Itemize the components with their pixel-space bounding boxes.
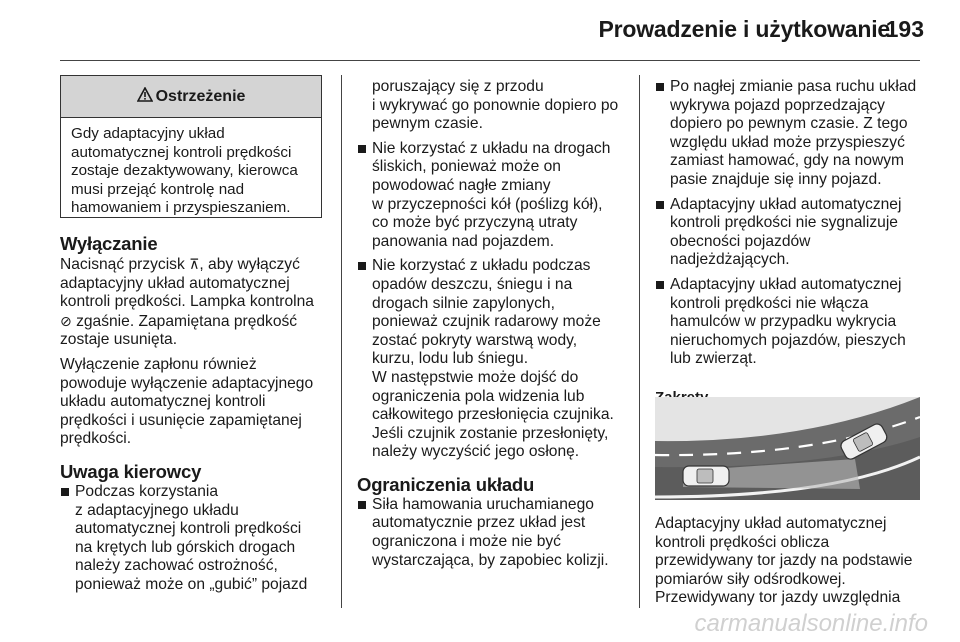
warning-box xyxy=(60,75,322,218)
curves-paragraph: Adaptacyjny układ automatycznej kontroli prędkości oblicza przewidywany tor jazdy na podstawie pomiarów siły odśrodkowej. Przewidywany tor jazdy uwzględnia xyxy=(655,515,913,607)
page-number: 193 xyxy=(885,16,924,42)
section-heading-off: Wyłączanie xyxy=(60,233,158,254)
list-item: Podczas korzystania z adaptacyjnego układu automatycznej kontroli prędkości na krętych lub górskich drogach należy zachować ostrożność, ponieważ może on „gubić” pojazd xyxy=(60,483,335,595)
list-item: Adaptacyjny układ automatycznej kontroli prędkości nie sygnalizuje obecności pojazdów nadjeżdżających. xyxy=(655,196,925,270)
car-icon xyxy=(683,466,729,486)
list-item: Nie korzystać z układu na drogach śliskich, ponieważ może on powodować nagłe zmiany w przyczepności kół (poślizg kół), co może być przyczyną utraty panowania nad pojazdem. xyxy=(357,140,635,252)
list-item: Adaptacyjny układ automatycznej kontroli prędkości nie włącza hamulców w przypadku wykrycia nieruchomych pojazdów, pieszych lub zwierząt. xyxy=(655,276,925,369)
column-divider-2 xyxy=(639,75,640,608)
list-item: Po nagłej zmianie pasa ruchu układ wykrywa pojazd poprzedzający dopiero po pewnym czasie. Z tego względu układ może przyspieszyć zamiast hamować, gdy na nowym pasie znajduje się inny pojazd. xyxy=(655,78,925,190)
warning-text: Gdy adaptacyjny układ automatycznej kontroli prędkości zostaje dezaktywowany, kierowca musi przejąć kontrolę nad hamowaniem i przyspieszaniem. xyxy=(71,125,298,217)
page-title: Prowadzenie i użytkowanie xyxy=(598,16,890,42)
warning-title: Ostrzeżenie xyxy=(155,87,246,105)
curves-paragraph-wrap xyxy=(655,515,930,608)
column-1 xyxy=(60,233,335,595)
col2-list xyxy=(357,140,635,462)
warning-header xyxy=(61,76,321,118)
cruise-button-icon: ⊼ xyxy=(189,256,200,272)
col3-list xyxy=(655,78,925,369)
section-heading-driver: Uwaga kierowcy xyxy=(60,460,202,482)
header-divider xyxy=(60,60,920,61)
column-divider-1 xyxy=(341,75,342,608)
limits-list xyxy=(357,496,635,570)
column-2 xyxy=(357,78,635,570)
warning-triangle-icon xyxy=(137,87,153,107)
driver-list xyxy=(60,483,335,595)
off-paragraph-2: Wyłączenie zapłonu również powoduje wyłączenie adaptacyjnego układu automatycznej kontroli prędkości i usunięcie zapamiętanej prędkości. xyxy=(60,355,314,448)
continued-text: poruszający się z przodu i wykrywać go ponownie dopiero po pewnym czasie. xyxy=(372,78,619,133)
watermark: carmanualsonline.info xyxy=(694,610,928,637)
column-3 xyxy=(655,78,925,407)
control-lamp-icon: ⊘ xyxy=(60,312,72,329)
list-item: Siła hamowania uruchamianego automatycznie przez układ jest ograniczona i może nie być wystarczająca, by zapobiec kolizji. xyxy=(357,496,635,570)
section-heading-limits: Ograniczenia układu xyxy=(357,473,535,495)
curve-illustration xyxy=(655,397,920,500)
list-item: Nie korzystać z układu podczas opadów deszczu, śniegu i na drogach silnie zapylonych, ponieważ czujnik radarowy może zostać pokryty warstwą wody, kurzu, lodu lub śniegu. W następstwie może dojść do ograniczenia pola widzenia lub całkowitego przesłonięcia czujnika. Jeśli czujnik zostanie przesłonięty, należy wyczyścić jego osłonę. xyxy=(357,257,635,462)
off-paragraph-1: Nacisnąć przycisk ⊼, aby wyłączyć adaptacyjny układ automatycznej kontroli prędkości. Lampka kontrolna ⊘ zgaśnie. Zapamiętana prędkość zostaje usunięta. xyxy=(60,256,314,349)
